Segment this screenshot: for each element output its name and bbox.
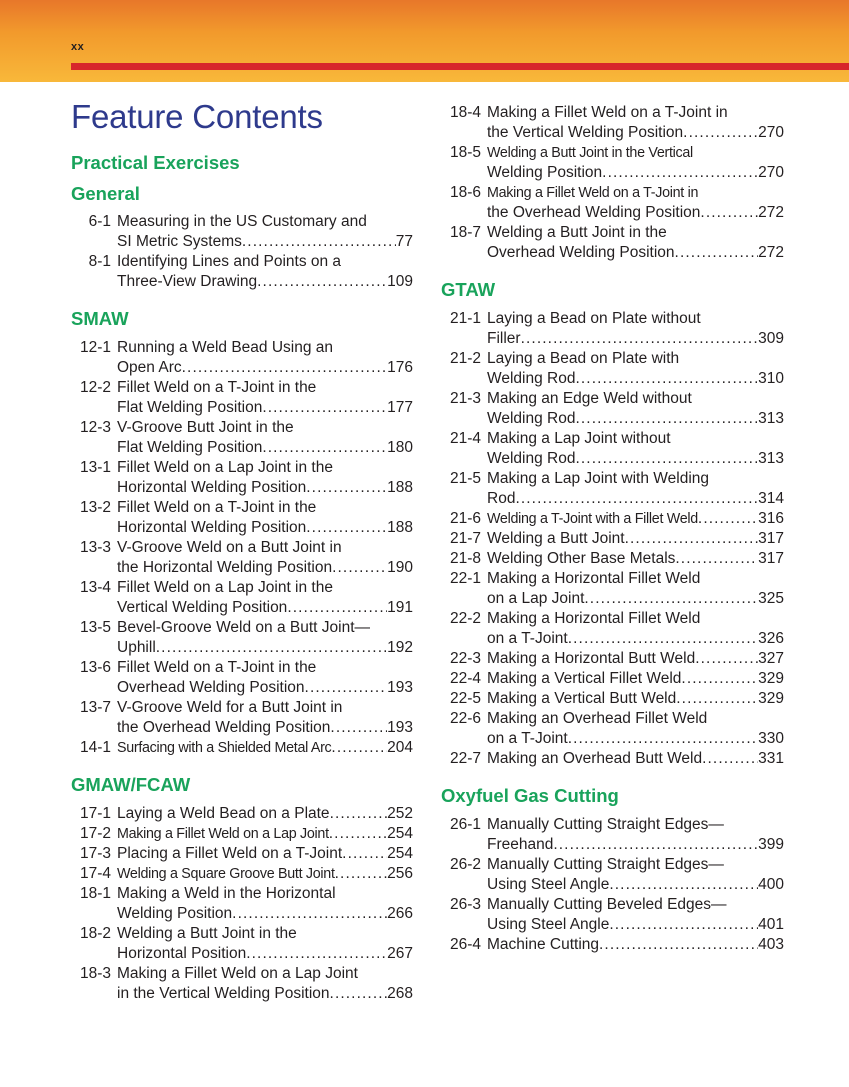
entry-number: 13-1	[79, 459, 111, 476]
entry-number: 21-3	[449, 390, 481, 407]
entry-page: 192	[387, 639, 413, 656]
entry-page: 252	[387, 805, 413, 822]
entry-title: Bevel-Groove Weld on a Butt Joint—	[117, 619, 371, 636]
entry-title-cont: Filler	[487, 330, 521, 347]
entry-title-cont: Flat Welding Position	[117, 439, 263, 456]
entry-page: 193	[387, 679, 413, 696]
toc-entry[interactable]	[71, 884, 413, 924]
entry-page: 399	[758, 836, 784, 853]
entry-number: 21-8	[449, 550, 481, 567]
entry-title-cont: the Vertical Welding Position	[487, 124, 684, 141]
leader-dots	[602, 163, 758, 183]
leader-dots	[575, 369, 758, 389]
entry-number: 8-1	[88, 253, 111, 270]
entry-title: Manually Cutting Straight Edges—	[487, 856, 724, 873]
entry-title: V-Groove Weld on a Butt Joint in	[117, 539, 342, 556]
entry-number: 13-7	[79, 699, 111, 716]
entry-page: 270	[758, 124, 784, 141]
entry-title-cont: Using Steel Angle	[487, 916, 610, 933]
entry-page: 191	[387, 599, 413, 616]
entry-title-cont: Flat Welding Position	[117, 399, 263, 416]
leader-dots	[262, 398, 387, 418]
leader-dots	[675, 549, 758, 569]
toc-entry[interactable]	[441, 815, 784, 855]
leader-dots	[332, 558, 387, 578]
entry-title: Welding a Square Groove Butt Joint	[117, 866, 335, 882]
entry-number: 14-1	[79, 739, 111, 756]
entry-title-cont: on a T-Joint	[487, 730, 568, 747]
leader-dots	[702, 749, 758, 769]
entry-number: 17-2	[79, 825, 111, 842]
entry-page: 180	[387, 439, 413, 456]
toc-entry[interactable]	[71, 964, 413, 1004]
toc-entry[interactable]	[441, 749, 784, 769]
toc-entry[interactable]	[71, 844, 413, 864]
entry-number: 18-5	[449, 144, 481, 161]
entry-page: 272	[758, 244, 784, 261]
leader-dots	[599, 935, 758, 955]
section-heading-smaw: SMAW	[71, 308, 129, 329]
leader-dots	[305, 678, 388, 698]
section-heading-oxyfuel: Oxyfuel Gas Cutting	[441, 785, 619, 806]
entry-title: Making a Fillet Weld on a Lap Joint	[117, 826, 329, 842]
leader-dots	[156, 638, 387, 658]
entry-title: Making a Vertical Fillet Weld	[487, 670, 682, 687]
entry-title-cont: SI Metric Systems	[117, 233, 242, 250]
entry-title: Manually Cutting Beveled Edges—	[487, 896, 727, 913]
page-title: Feature Contents	[71, 98, 323, 135]
toc-entry[interactable]	[441, 469, 784, 509]
toc-entry[interactable]	[71, 698, 413, 738]
entry-number: 13-4	[79, 579, 111, 596]
entry-page: 267	[387, 945, 413, 962]
entry-number: 22-4	[449, 670, 481, 687]
entry-page: 316	[758, 510, 784, 527]
leader-dots	[521, 329, 759, 349]
toc-entry[interactable]	[441, 549, 784, 569]
entry-number: 21-2	[449, 350, 481, 367]
entry-title: V-Groove Butt Joint in the	[117, 419, 294, 436]
leader-dots	[257, 272, 387, 292]
leader-dots	[675, 243, 759, 263]
entry-page: 313	[758, 410, 784, 427]
entry-title: Manually Cutting Straight Edges—	[487, 816, 724, 833]
entry-title-cont: Open Arc	[117, 359, 182, 376]
entry-number: 26-3	[449, 896, 481, 913]
entry-page: 317	[758, 550, 784, 567]
leader-dots	[329, 824, 387, 844]
entry-page: 329	[758, 670, 784, 687]
toc-entry[interactable]	[71, 212, 413, 252]
entry-title: Placing a Fillet Weld on a T-Joint	[117, 845, 343, 862]
leader-dots	[182, 358, 388, 378]
entry-title-cont: Welding Rod	[487, 410, 576, 427]
entry-number: 18-4	[449, 104, 481, 121]
entry-title: Welding a Butt Joint	[487, 530, 625, 547]
entry-title: Welding a T-Joint with a Fillet Weld	[487, 511, 698, 527]
entry-page: 327	[758, 650, 784, 667]
entry-title: Laying a Bead on Plate with	[487, 350, 680, 367]
entry-title-cont: Horizontal Position	[117, 945, 247, 962]
entry-page: 309	[758, 330, 784, 347]
entry-number: 21-1	[449, 310, 481, 327]
entry-title: Making a Weld in the Horizontal	[117, 885, 336, 902]
leader-dots	[553, 835, 758, 855]
entry-title: Surfacing with a Shielded Metal Arc	[117, 740, 332, 756]
entry-number: 18-2	[79, 925, 111, 942]
toc-entry[interactable]	[441, 349, 784, 389]
entry-page: 77	[395, 233, 413, 250]
toc-entry[interactable]	[71, 804, 413, 824]
entry-title-cont: Overhead Welding Position	[117, 679, 305, 696]
entry-number: 12-3	[79, 419, 111, 436]
toc-entry[interactable]	[441, 529, 784, 549]
entry-number: 18-6	[449, 184, 481, 201]
header-rule	[71, 63, 849, 70]
leader-dots	[262, 438, 387, 458]
entry-title: Making a Fillet Weld on a T-Joint in	[487, 104, 728, 121]
entry-number: 21-5	[449, 470, 481, 487]
entry-page: 268	[387, 985, 413, 1002]
entry-page: 188	[387, 479, 413, 496]
entry-page: 188	[387, 519, 413, 536]
leader-dots	[515, 489, 758, 509]
entry-page: 330	[758, 730, 784, 747]
entry-number: 26-1	[449, 816, 481, 833]
toc-entry[interactable]	[441, 855, 784, 895]
entry-title: Welding a Butt Joint in the Vertical	[487, 145, 693, 161]
leader-dots	[683, 123, 758, 143]
leader-dots	[625, 529, 759, 549]
entry-page: 204	[387, 739, 413, 756]
leader-dots	[575, 409, 758, 429]
toc-entry[interactable]	[441, 509, 784, 529]
entry-number: 22-2	[449, 610, 481, 627]
toc-entry[interactable]	[71, 418, 413, 458]
toc-entry[interactable]	[71, 252, 413, 292]
entry-number: 21-4	[449, 430, 481, 447]
leader-dots	[609, 915, 758, 935]
toc-entry[interactable]	[71, 458, 413, 498]
toc-entry[interactable]	[71, 924, 413, 964]
entry-title: Making an Edge Weld without	[487, 390, 692, 407]
entry-page: 310	[758, 370, 784, 387]
entry-number: 13-5	[79, 619, 111, 636]
entry-number: 22-1	[449, 570, 481, 587]
right-column	[441, 103, 784, 955]
toc-entry[interactable]	[71, 658, 413, 698]
entry-title: Measuring in the US Customary and	[117, 213, 367, 230]
entry-number: 22-5	[449, 690, 481, 707]
entry-page: 400	[758, 876, 784, 893]
toc-entry[interactable]	[71, 738, 413, 758]
leader-dots	[232, 904, 387, 924]
entry-title-cont: the Overhead Welding Position	[487, 204, 701, 221]
entry-title: Laying a Weld Bead on a Plate	[117, 805, 330, 822]
entry-number: 26-2	[449, 856, 481, 873]
leader-dots	[306, 518, 387, 538]
entry-number: 17-1	[79, 805, 111, 822]
entry-title-cont: Uphill	[117, 639, 156, 656]
entry-page: 109	[387, 273, 413, 290]
entry-title: V-Groove Weld for a Butt Joint in	[117, 699, 343, 716]
entry-page: 177	[387, 399, 413, 416]
page-number: xx	[71, 41, 85, 53]
entry-page: 190	[387, 559, 413, 576]
toc-entry[interactable]	[71, 618, 413, 658]
entry-title-cont: on a Lap Joint	[487, 590, 585, 607]
toc-entry[interactable]	[71, 864, 413, 884]
entry-title: Running a Weld Bead Using an	[117, 339, 333, 356]
entry-title: Making a Fillet Weld on a Lap Joint	[117, 965, 358, 982]
toc-entry[interactable]	[71, 378, 413, 418]
toc-entry[interactable]	[71, 338, 413, 378]
toc-entry[interactable]	[441, 103, 784, 143]
entry-page: 325	[758, 590, 784, 607]
entry-title: Welding a Butt Joint in the	[117, 925, 297, 942]
leader-dots	[330, 804, 388, 824]
leader-dots	[695, 649, 758, 669]
entry-title: Fillet Weld on a T-Joint in the	[117, 379, 317, 396]
entry-number: 18-1	[79, 885, 111, 902]
entry-number: 21-6	[449, 510, 481, 527]
entry-number: 13-2	[79, 499, 111, 516]
entry-number: 17-3	[79, 845, 111, 862]
entry-title: Making an Overhead Fillet Weld	[487, 710, 708, 727]
leader-dots	[335, 864, 388, 884]
toc-entry[interactable]	[441, 429, 784, 469]
leader-dots	[609, 875, 758, 895]
entry-title: Machine Cutting	[487, 936, 600, 953]
toc-entry[interactable]	[441, 709, 784, 749]
entry-title-cont: the Overhead Welding Position	[117, 719, 331, 736]
toc-entry[interactable]	[441, 895, 784, 935]
entry-title-cont: Welding Rod	[487, 450, 576, 467]
entry-number: 13-3	[79, 539, 111, 556]
entry-page: 256	[387, 865, 413, 882]
entry-number: 17-4	[79, 865, 111, 882]
toc-entry[interactable]	[441, 143, 784, 183]
entry-number: 22-7	[449, 750, 481, 767]
entry-title-cont: Horizontal Welding Position	[117, 519, 307, 536]
entry-number: 26-4	[449, 936, 481, 953]
toc-entry[interactable]	[441, 569, 784, 609]
leader-dots	[698, 509, 758, 529]
entry-number: 18-7	[449, 224, 481, 241]
entry-page: 326	[758, 630, 784, 647]
toc-entry[interactable]	[71, 498, 413, 538]
section-heading-gtaw: GTAW	[441, 279, 496, 300]
toc-entry[interactable]	[441, 689, 784, 709]
entry-page: 254	[387, 825, 413, 842]
entry-title: Making a Fillet Weld on a T-Joint in	[487, 185, 699, 201]
toc-entry[interactable]	[71, 824, 413, 844]
leader-dots	[242, 232, 396, 252]
entry-page: 401	[758, 916, 784, 933]
entry-title: Making a Vertical Butt Weld	[487, 690, 677, 707]
leader-dots	[306, 478, 387, 498]
entry-title-cont: Welding Position	[117, 905, 233, 922]
entry-number: 12-1	[79, 339, 111, 356]
leader-dots	[584, 589, 758, 609]
entry-title-cont: Freehand	[487, 836, 554, 853]
entry-title: Making an Overhead Butt Weld	[487, 750, 703, 767]
entry-page: 272	[758, 204, 784, 221]
leader-dots	[331, 738, 387, 758]
entry-page: 329	[758, 690, 784, 707]
toc-entry[interactable]	[441, 183, 784, 223]
entry-number: 21-7	[449, 530, 481, 547]
page-header	[0, 0, 849, 82]
entry-title-cont: in the Vertical Welding Position	[117, 985, 330, 1002]
entry-title-cont: the Horizontal Welding Position	[117, 559, 333, 576]
entry-number: 13-6	[79, 659, 111, 676]
entry-page: 254	[387, 845, 413, 862]
entry-title-cont: Rod	[487, 490, 516, 507]
entry-title-cont: Three-View Drawing	[117, 273, 258, 290]
entry-title-cont: Vertical Welding Position	[117, 599, 288, 616]
toc-entry[interactable]	[441, 389, 784, 429]
toc-entry[interactable]	[71, 538, 413, 578]
entry-page: 313	[758, 450, 784, 467]
entry-number: 18-3	[79, 965, 111, 982]
entry-title: Making a Horizontal Fillet Weld	[487, 570, 701, 587]
entry-number: 12-2	[79, 379, 111, 396]
leader-dots	[568, 629, 758, 649]
leader-dots	[568, 729, 758, 749]
entry-number: 6-1	[88, 213, 111, 230]
entry-page: 193	[387, 719, 413, 736]
entry-title: Fillet Weld on a Lap Joint in the	[117, 459, 333, 476]
entry-title: Fillet Weld on a Lap Joint in the	[117, 579, 333, 596]
left-column	[71, 150, 413, 1004]
entry-number: 22-6	[449, 710, 481, 727]
leader-dots	[676, 689, 758, 709]
entry-title: Making a Horizontal Fillet Weld	[487, 610, 701, 627]
entry-title-cont: Using Steel Angle	[487, 876, 610, 893]
entry-page: 176	[387, 359, 413, 376]
toc-entry[interactable]	[441, 223, 784, 263]
toc-entry[interactable]	[71, 578, 413, 618]
entry-title: Welding a Butt Joint in the	[487, 224, 667, 241]
entry-page: 317	[758, 530, 784, 547]
entry-title: Fillet Weld on a T-Joint in the	[117, 659, 317, 676]
toc-entry[interactable]	[441, 935, 784, 955]
leader-dots	[330, 984, 388, 1004]
entry-page: 403	[758, 936, 784, 953]
toc-entry[interactable]	[441, 609, 784, 649]
leader-dots	[330, 718, 387, 738]
entry-title-cont: Welding Position	[487, 164, 603, 181]
leader-dots	[700, 203, 758, 223]
leader-dots	[681, 669, 758, 689]
entry-title-cont: on a T-Joint	[487, 630, 568, 647]
entry-page: 331	[758, 750, 784, 767]
entry-title: Making a Horizontal Butt Weld	[487, 650, 696, 667]
leader-dots	[287, 598, 387, 618]
section-heading-general: General	[71, 183, 140, 204]
entry-number: 22-3	[449, 650, 481, 667]
entry-title: Welding Other Base Metals	[487, 550, 676, 567]
leader-dots	[575, 449, 758, 469]
entry-page: 266	[387, 905, 413, 922]
entry-title: Making a Lap Joint with Welding	[487, 470, 710, 487]
entry-title-cont: Horizontal Welding Position	[117, 479, 307, 496]
leader-dots	[342, 844, 387, 864]
entry-title: Laying a Bead on Plate without	[487, 310, 701, 327]
entry-title-cont: Overhead Welding Position	[487, 244, 675, 261]
entry-page: 314	[758, 490, 784, 507]
entry-page: 270	[758, 164, 784, 181]
toc-entry[interactable]	[441, 309, 784, 349]
entry-title: Fillet Weld on a T-Joint in the	[117, 499, 317, 516]
entry-title-cont: Welding Rod	[487, 370, 576, 387]
toc-entry[interactable]	[441, 649, 784, 669]
section-heading-gmaw-fcaw: GMAW/FCAW	[71, 774, 191, 795]
toc-entry[interactable]	[441, 669, 784, 689]
entry-title: Identifying Lines and Points on a	[117, 253, 342, 270]
entry-title: Making a Lap Joint without	[487, 430, 671, 447]
leader-dots	[246, 944, 387, 964]
section-heading-practical-exercises: Practical Exercises	[71, 152, 240, 173]
